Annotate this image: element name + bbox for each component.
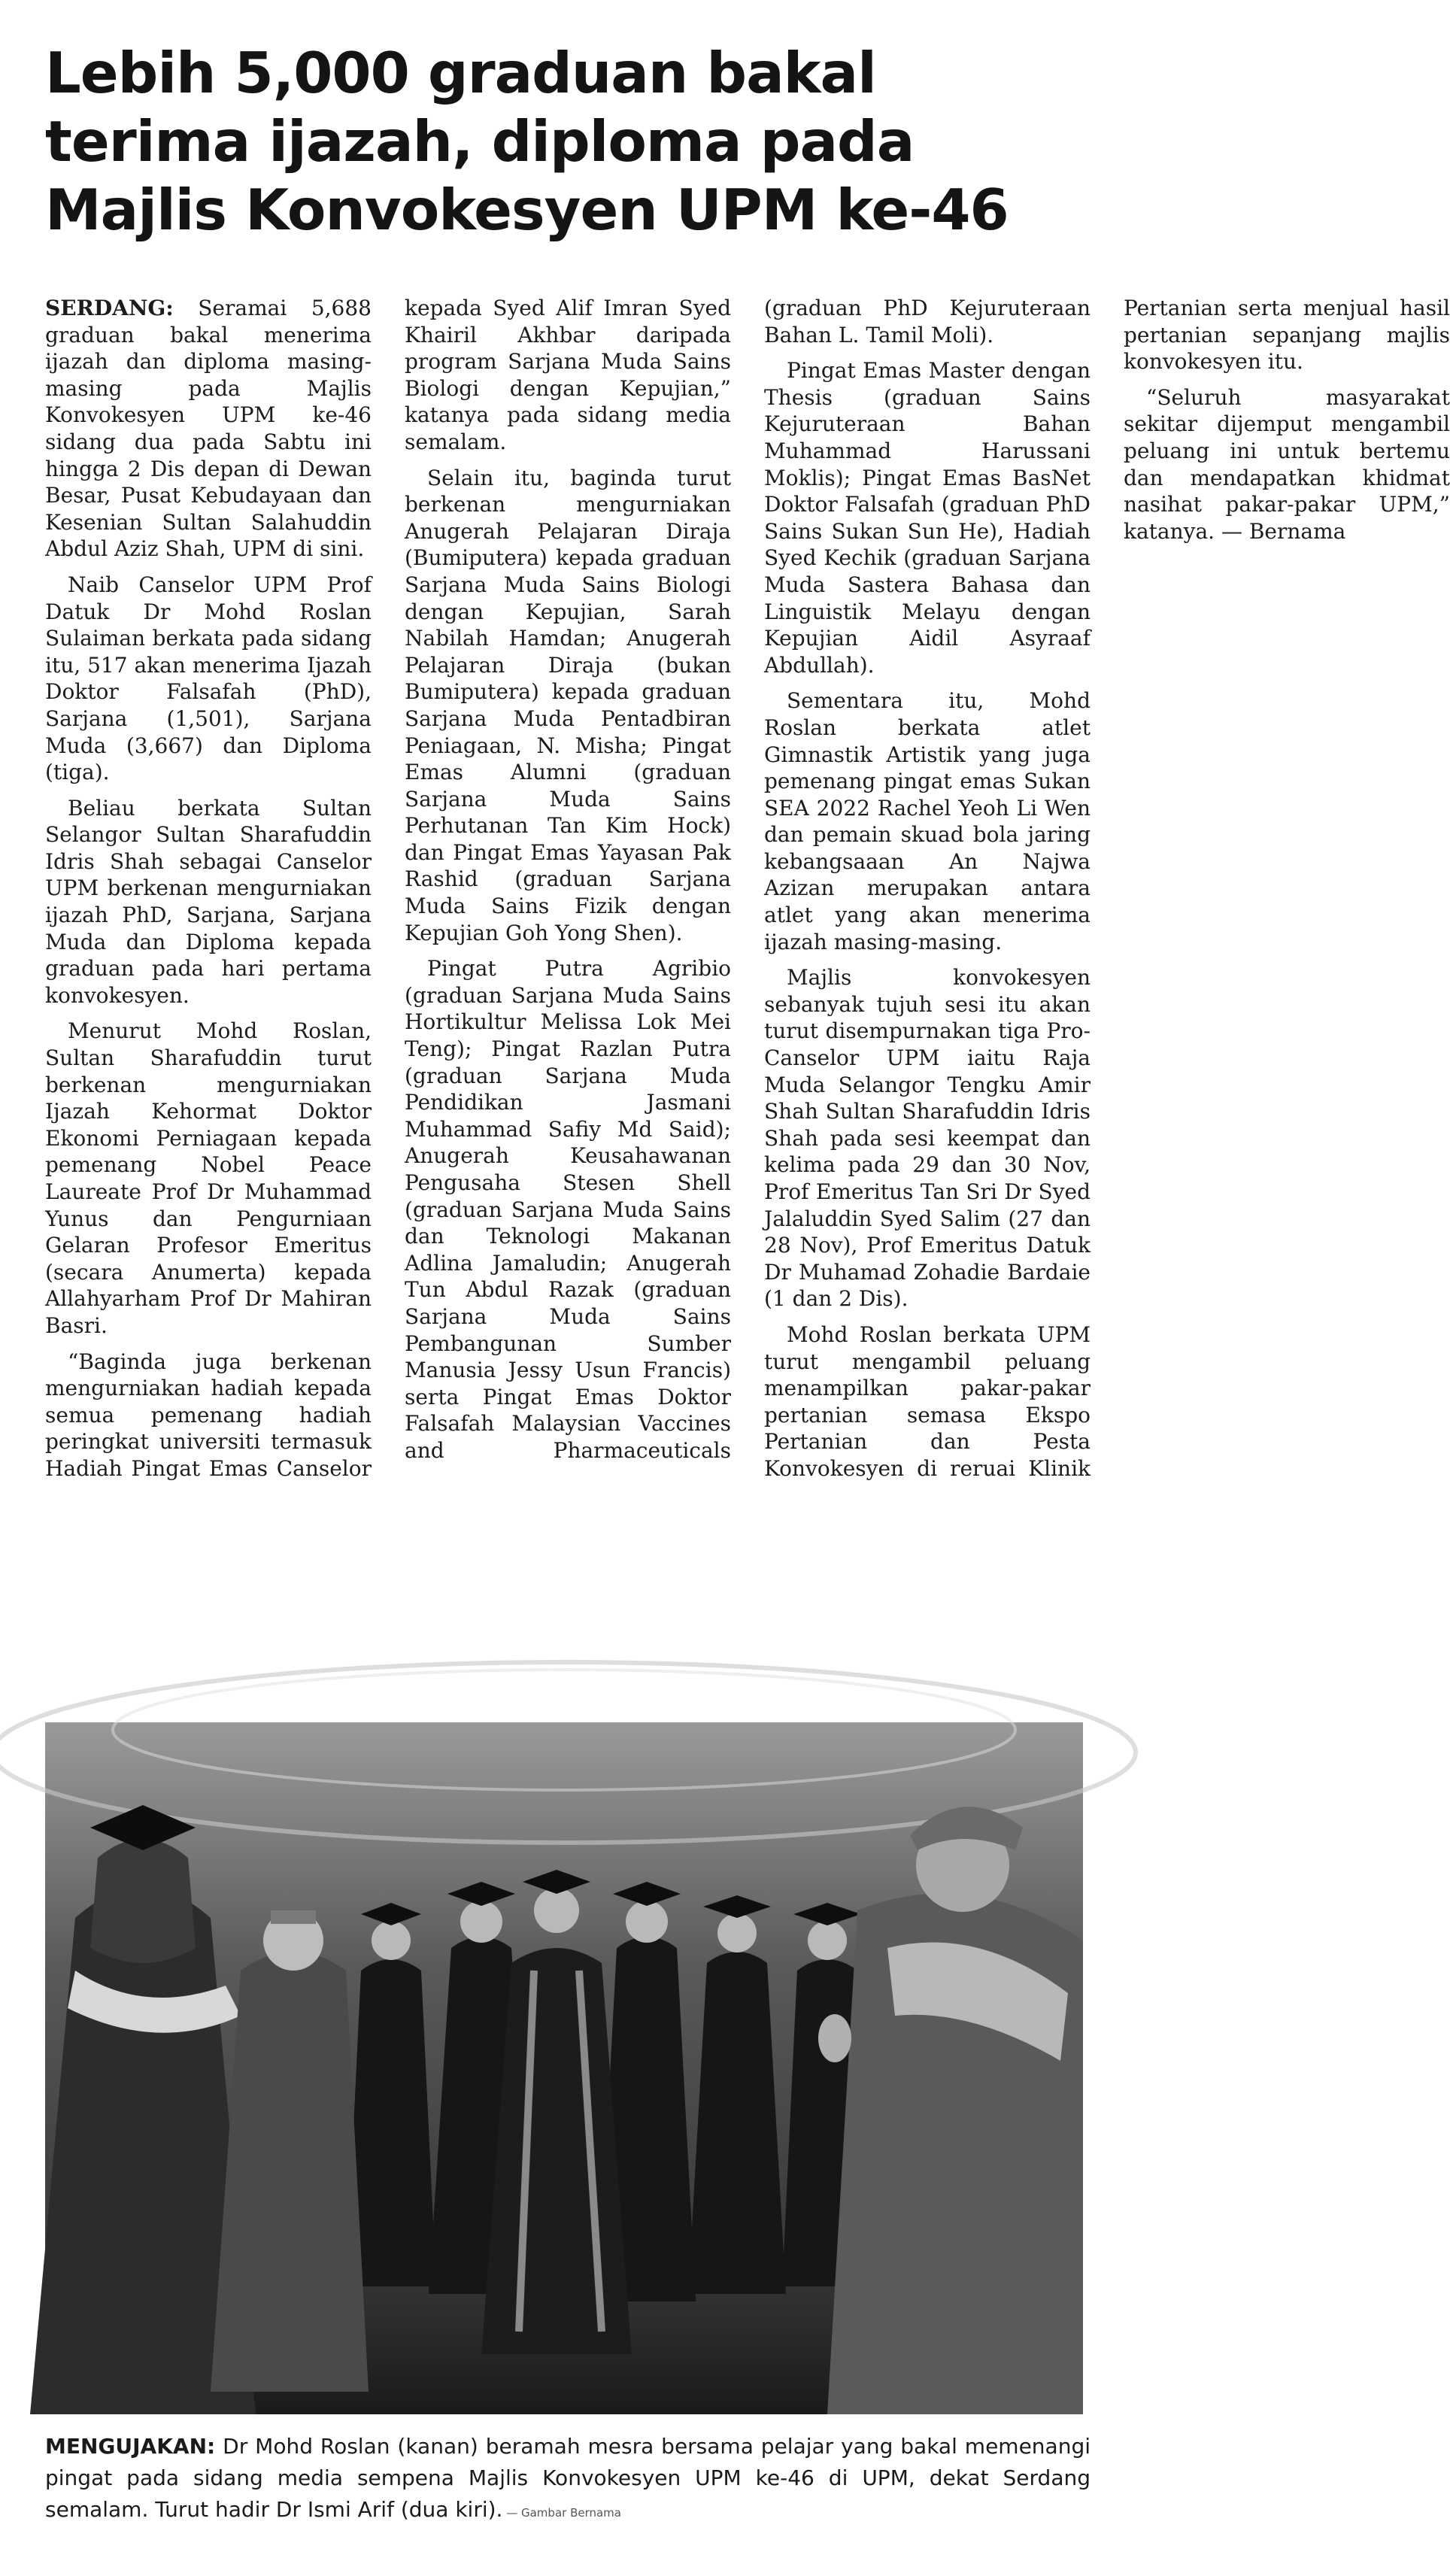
- paragraph: Beliau berkata Sultan Selangor Sultan Sharafuddin Idris Shah sebagai Canselor UPM berkenan mengurniakan ijazah PhD, Sarjana, Sarjana Muda dan Diploma kepada graduan pada hari pertama konvokesyen.: [45, 795, 372, 1008]
- paragraph: Selain itu, baginda turut berkenan mengurniakan Anugerah Pelajaran Diraja (Bumiputera) kepada graduan Sarjana Muda Sains Biologi dengan Kepujian, Sarah Nabilah Hamdan; Anugerah Pelajaran Diraja (bukan Bumiputera) kepada graduan Sarjana Muda Pentadbiran Peniagaan, N. Misha; Pingat Emas Alumni (graduan Sarjana Muda Sains Perhutanan Tan Kim Hock) dan Pingat Emas Yayasan Pak Rashid (graduan Sarjana Muda Sains Fizik dengan Kepujian Goh Yong Shen).: [405, 465, 731, 945]
- paragraph-text: Seramai 5,688 graduan bakal menerima ijazah dan diploma masing-masing pada Majlis Konvokesyen UPM ke-46 sidang dua pada Sabtu ini hingga 2 Dis depan di Dewan Besar, Pusat Kebudayaan dan Kesenian Sultan Salahuddin Abdul Aziz Shah, UPM di sini.: [45, 296, 372, 562]
- paragraph: Pingat Putra Agribio (graduan Sarjana Muda Sains Hortikultur Melissa Lok Mei Teng); Pingat Razlan Putra (graduan Sarjana Muda Pendidikan Jasmani Muhammad Safiy Md Said); Anugerah Keusahawanan Pengusaha Stesen Shell (graduan Sarjana Muda Sains dan Teknologi Makanan Adlina Jamaludin; Anugerah Tun Abdul Razak (graduan Sarjana Muda Sains Pembangunan Sumber Manusia Jessy Usun Francis) serta Pingat Emas Doktor Falsafah Malaysian Vaccines and Pharmaceuticals (graduan PhD Kejuruteraan Bahan L. Tamil Moli).: [405, 296, 1091, 1463]
- paragraph: [45, 295, 372, 563]
- paragraph: “Seluruh masyarakat sekitar dijemput mengambil peluang ini untuk bertemu dan mendapatkan khidmat nasihat pakar-pakar UPM,” katanya. — Bernama: [1124, 384, 1450, 544]
- news-photo: [45, 1722, 1083, 2414]
- paragraph: Pingat Emas Master dengan Thesis (graduan Sains Kejuruteraan Bahan Muhammad Harussani Moklis); Pingat Emas BasNet Doktor Falsafah (graduan PhD Sains Sukan Sun He), Hadiah Syed Kechik (graduan Sarjana Muda Sastera Bahasa dan Linguistik Melayu dengan Kepujian Aidil Asyraaf Abdullah).: [764, 358, 1091, 678]
- photo-caption: [45, 2431, 1091, 2529]
- dateline: SERDANG:: [45, 296, 174, 320]
- convocation-photo-illustration: [45, 1722, 1083, 2414]
- article-body: [45, 295, 1450, 1498]
- headline: Lebih 5,000 graduan bakal terima ijazah, diploma pada Majlis Konvokesyen UPM ke-46: [45, 40, 1009, 243]
- paragraph: “Baginda juga berkenan mengurniakan hadiah kepada semua pemenang hadiah peringkat universiti termasuk Hadiah Pingat Emas Canselor kepada Syed Alif Imran Syed Khairil Akhbar daripada program Sarjana Muda Sains Biologi dengan Kepujian,” katanya pada sidang media semalam.: [45, 296, 731, 1481]
- paragraph: Menurut Mohd Roslan, Sultan Sharafuddin turut berkenan mengurniakan Ijazah Kehormat Doktor Ekonomi Perniagaan kepada pemenang Nobel Peace Laureate Prof Dr Muhammad Yunus dan Pengurniaan Gelaran Profesor Emeritus (secara Anumerta) kepada Allahyarham Prof Dr Mahiran Basri.: [45, 1018, 372, 1338]
- paragraph: Naib Canselor UPM Prof Datuk Dr Mohd Roslan Sulaiman berkata pada sidang itu, 517 akan menerima Ijazah Doktor Falsafah (PhD), Sarjana (1,501), Sarjana Muda (3,667) dan Diploma (tiga).: [45, 572, 372, 785]
- caption-text: Dr Mohd Roslan (kanan) beramah mesra bersama pelajar yang bakal memenangi pingat pada sidang media sempena Majlis Konvokesyen UPM ke-46 di UPM, dekat Serdang semalam. Turut hadir Dr Ismi Arif (dua kiri).: [45, 2434, 1091, 2522]
- paragraph: Mohd Roslan berkata UPM turut mengambil peluang menampilkan pakar-pakar pertanian semasa Ekspo Pertanian dan Pesta Konvokesyen di reruai Klinik Pertanian serta menjual hasil pertanian sepanjang majlis konvokesyen itu.: [764, 296, 1450, 1481]
- photo-credit: — Gambar Bernama: [502, 2506, 621, 2520]
- paragraph: Majlis konvokesyen sebanyak tujuh sesi itu akan turut disempurnakan tiga Pro-Canselor UPM iaitu Raja Muda Selangor Tengku Amir Shah Sultan Sharafuddin Idris Shah pada sesi keempat dan kelima pada 29 dan 30 Nov, Prof Emeritus Tan Sri Dr Syed Jalaluddin Syed Salim (27 dan 28 Nov), Prof Emeritus Datuk Dr Muhamad Zohadie Bardaie (1 dan 2 Dis).: [764, 965, 1091, 1312]
- caption-label: MENGUJAKAN:: [45, 2434, 216, 2459]
- paragraph: Sementara itu, Mohd Roslan berkata atlet Gimnastik Artistik yang juga pemenang pingat emas Sukan SEA 2022 Rachel Yeoh Li Wen dan pemain skuad bola jaring kebangsaaan An Najwa Azizan merupakan antara atlet yang akan menerima ijazah masing-masing.: [764, 688, 1091, 954]
